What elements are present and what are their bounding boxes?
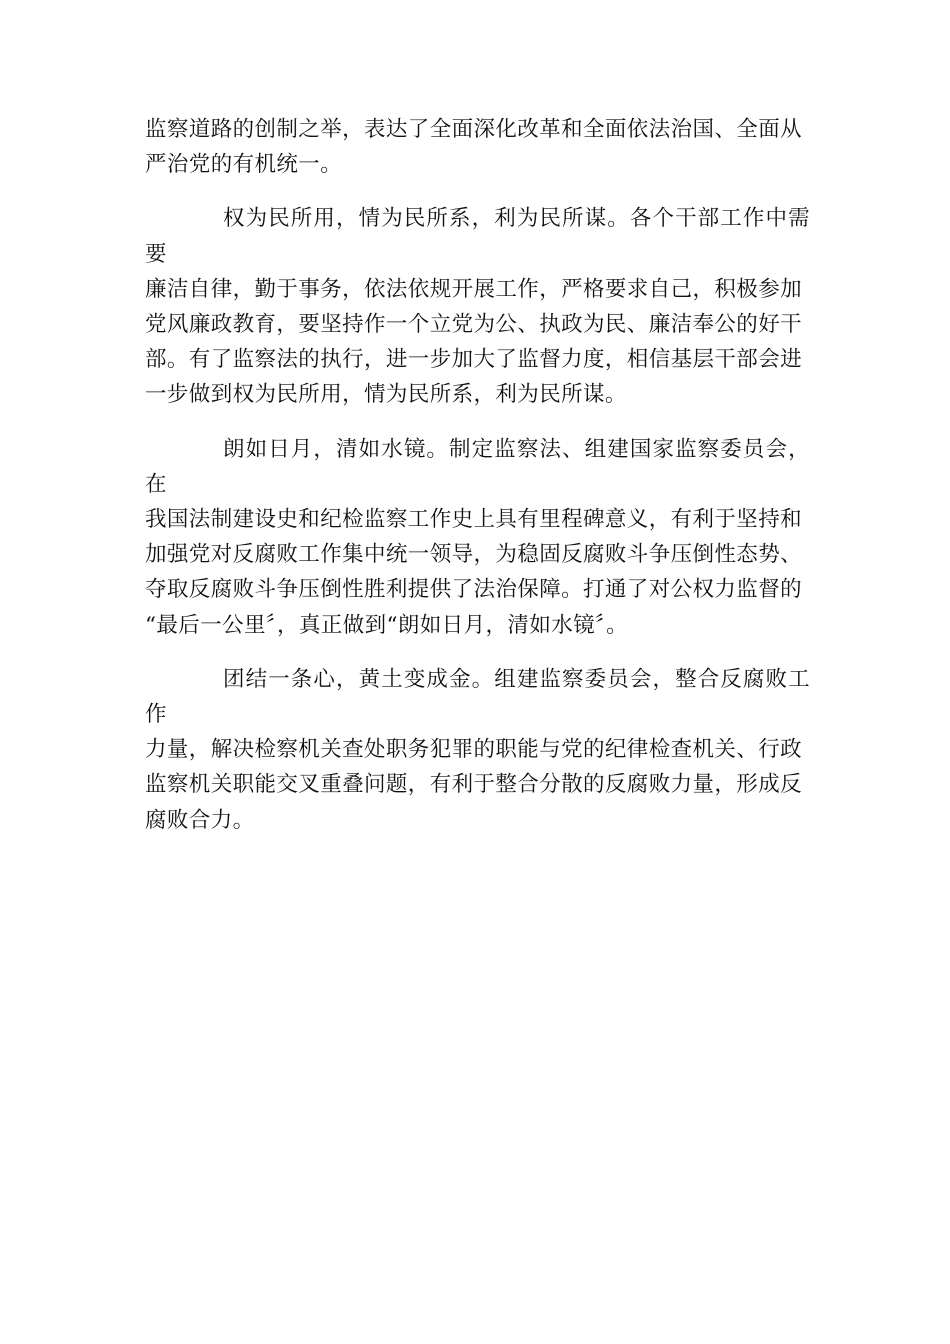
text-line: “最后一公里〞，真正做到“朗如日月，清如水镜〞。 <box>145 612 629 638</box>
text-line: 权为民所用，情为民所系，利为民所谋。各个干部工作中需要 <box>145 206 810 267</box>
text-line: 夺取反腐败斗争压倒性胜利提供了法治保障。打通了对公权力监督的 <box>145 577 803 603</box>
text-line: 一步做到权为民所用，情为民所系，利为民所谋。 <box>145 382 627 408</box>
text-line: 廉洁自律，勤于事务，依法依规开展工作，严格要求自己，积极参加 <box>145 276 803 302</box>
text-line: 严治党的有机统一。 <box>145 152 343 178</box>
text-line: 党风廉政教育，要坚持作一个立党为公、执政为民、廉洁奉公的好干 <box>145 312 803 338</box>
text-line: 我国法制建设史和纪检监察工作史上具有里程碑意义，有利于坚持和 <box>145 507 803 533</box>
text-line: 腐败合力。 <box>145 807 255 833</box>
paragraph-2 <box>145 201 810 412</box>
paragraph-4 <box>145 662 810 838</box>
document-body <box>145 112 810 857</box>
text-line: 加强党对反腐败工作集中统一领导，为稳固反腐败斗争压倒性态势、 <box>145 542 803 568</box>
paragraph-1 <box>145 112 810 182</box>
text-line: 监察道路的创制之举，表达了全面深化改革和全面依法治国、全面从 <box>145 117 803 142</box>
text-line: 团结一条心，黄土变成金。组建监察委员会，整合反腐败工作 <box>145 666 810 728</box>
text-line: 部。有了监察法的执行，进一步加大了监督力度，相信基层干部会进 <box>145 347 803 373</box>
text-line: 力量，解决检察机关查处职务犯罪的职能与党的纪律检查机关、行政 <box>145 737 803 763</box>
text-line: 监察机关职能交叉重叠问题，有利于整合分散的反腐败力量，形成反 <box>145 772 803 798</box>
paragraph-3 <box>145 432 810 643</box>
text-line: 朗如日月，清如水镜。制定监察法、组建国家监察委员会，在 <box>145 436 810 497</box>
